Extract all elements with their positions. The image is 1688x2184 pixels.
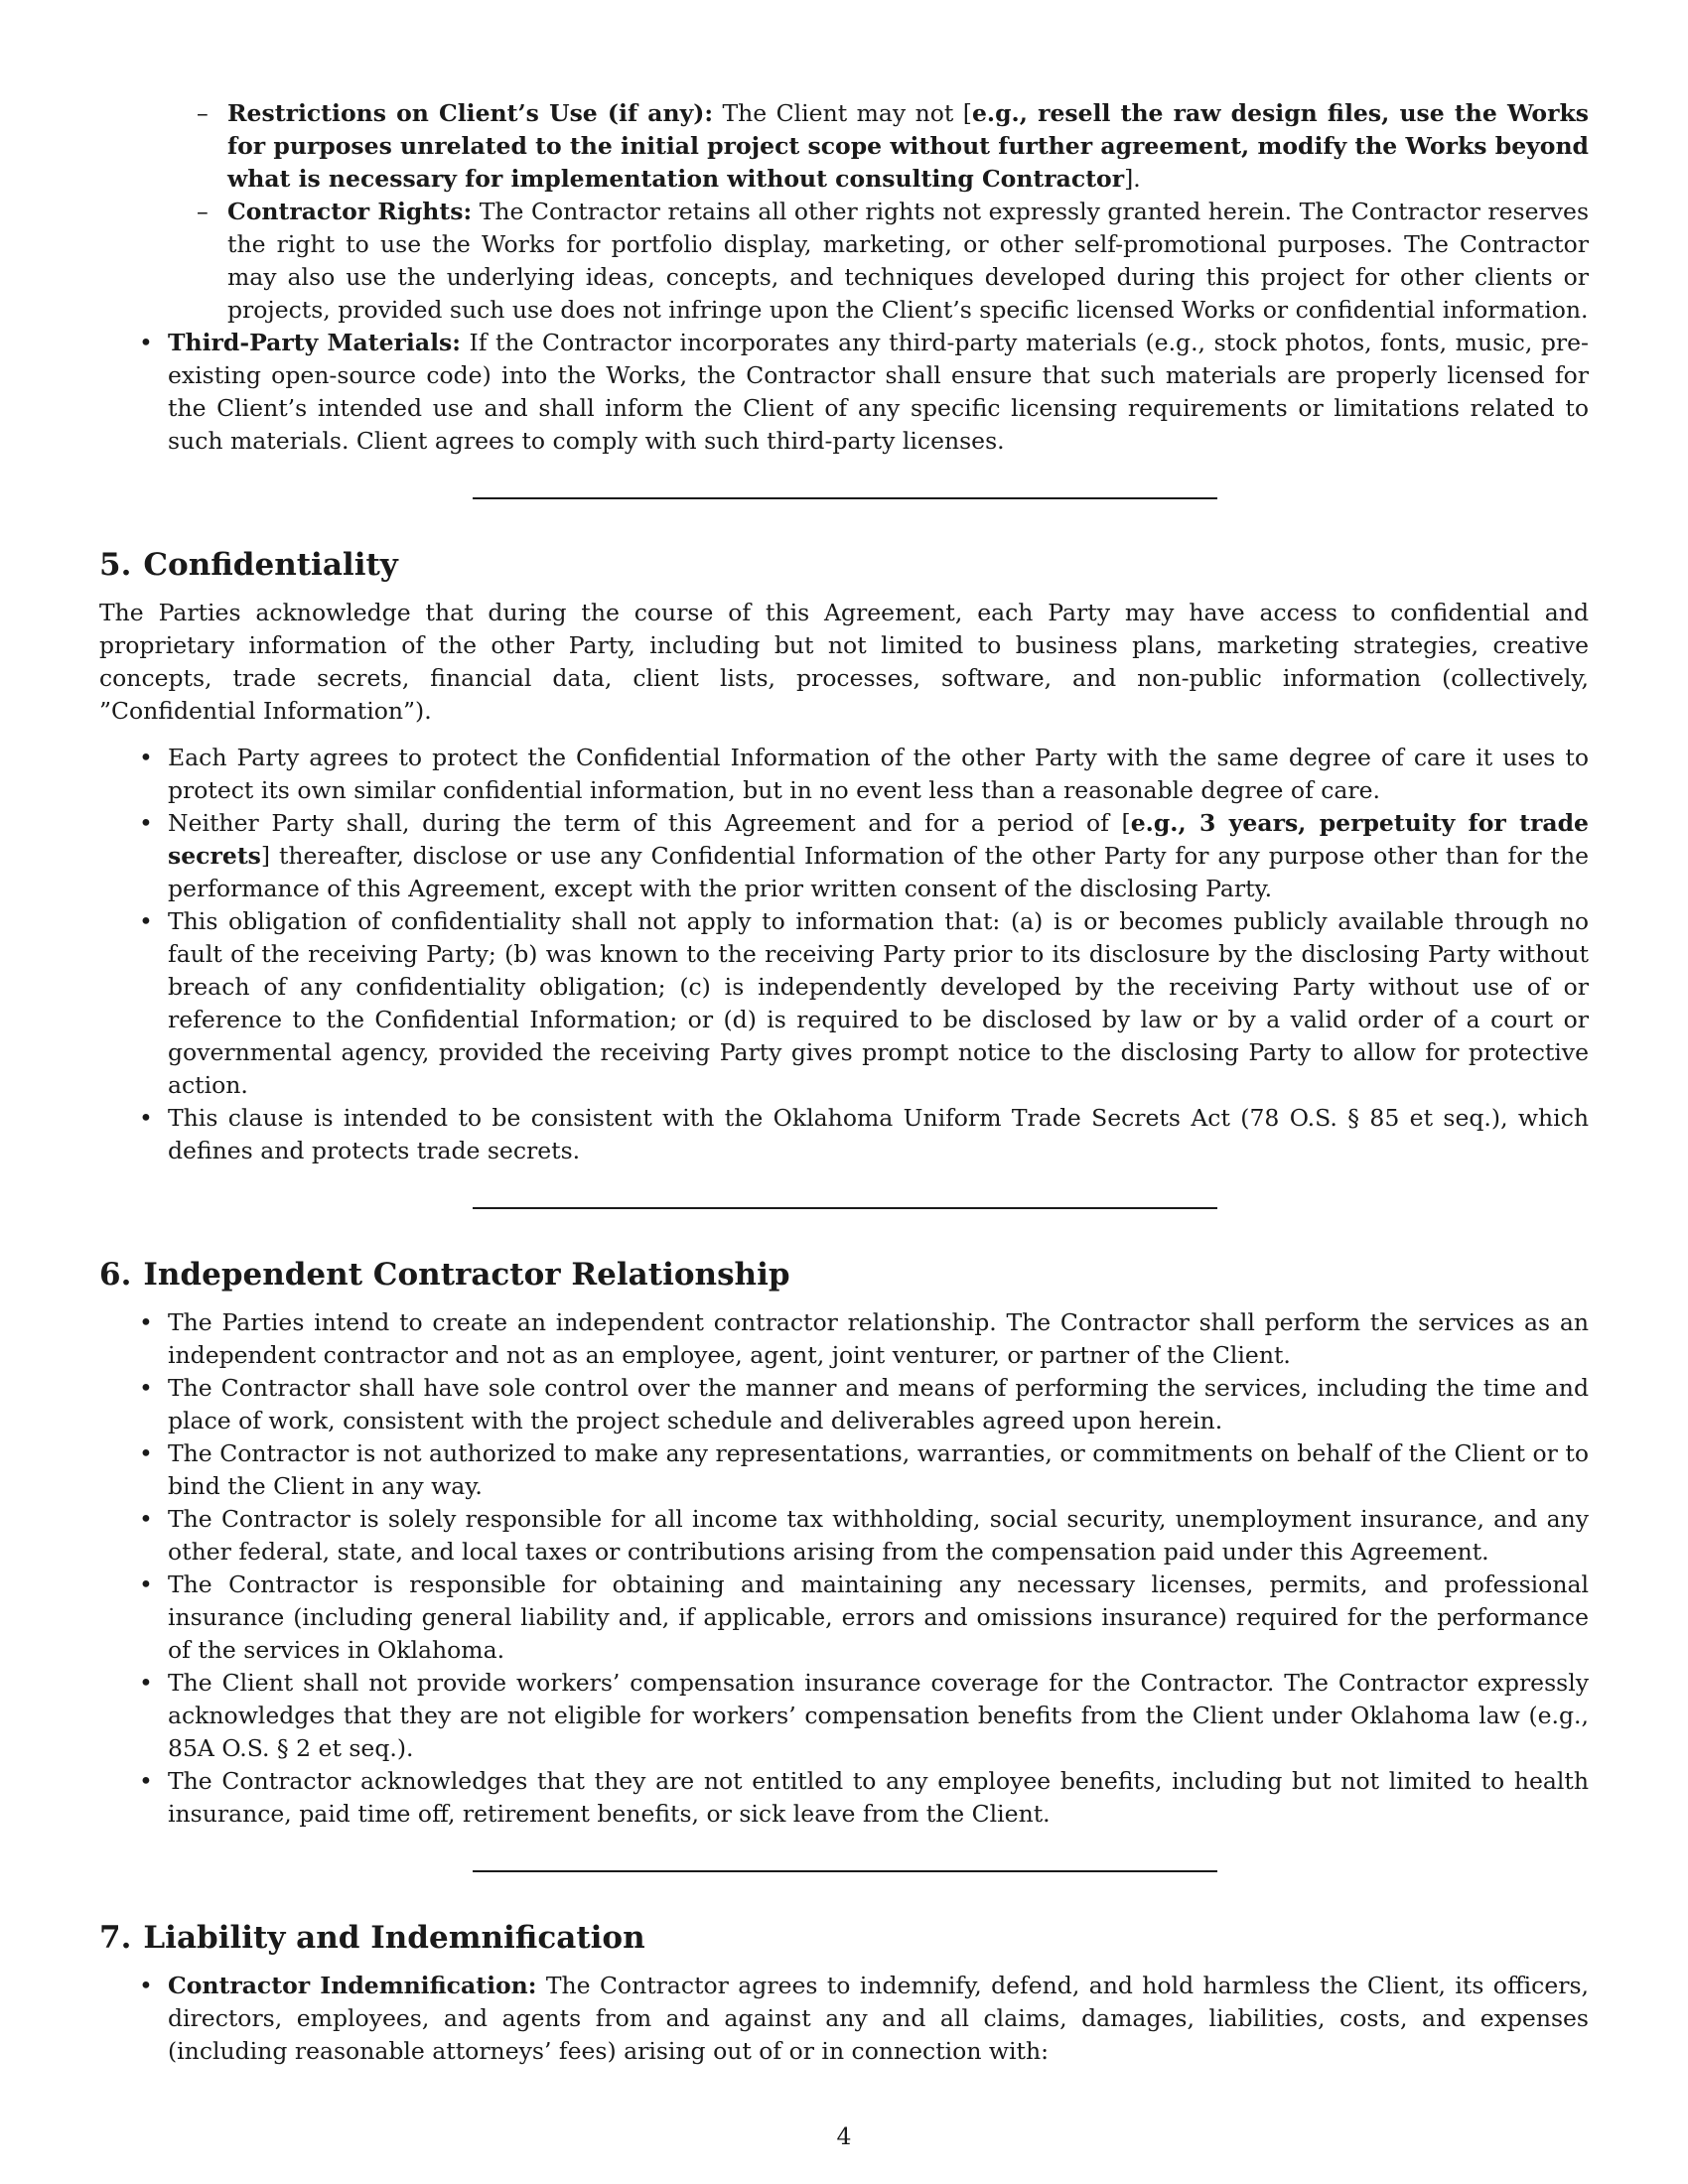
section-title: Confidentiality [143,547,398,583]
section-heading-liability [99,1918,1589,1958]
placeholder-text: e.g., 3 years, perpetuity for trade secrets [168,809,1589,870]
list-item [99,807,1589,905]
section-title: Independent Contractor Relationship [143,1257,790,1293]
placeholder-text: e.g., resell the raw design files, use the Works for purposes unrelated to the initial project scope without further agreement, modify the Works beyond what is necessary for implementation without consulting Contractor [227,99,1589,193]
list-item: • The Parties intend to create an independent contractor relationship. The Contractor shall perform the services as an independent contractor and not as an employee, agent, joint venturer, or partner of the Client. [99,1306,1589,1372]
liability-list [99,1970,1589,2068]
confidentiality-list [99,742,1589,1167]
section-divider [473,1207,1217,1209]
item-text: The Contractor agrees to indemnify, defend, and hold harmless the Client, its officers, directors, employees, and agents from and against any and all claims, damages, liabilities, costs, and expenses (including reasonable attorneys’ fees) arising out of or in connection with: [168,1972,1589,2065]
item-text: If the Contractor incorporates any third-party materials (e.g., stock photos, fonts, music, pre-existing open-source code) into the Works, the Contractor shall ensure that such materials are properly licensed for the Client’s intended use and shall inform the Client of any specific licensing requirements or limitations related to such materials. Client agrees to comply with such third-party licenses. [168,329,1589,455]
list-item: • The Contractor is not authorized to make any representations, warranties, or commitments on behalf of the Client or to bind the Client in any way. [99,1437,1589,1503]
list-item [99,1970,1589,2068]
item-label: Contractor Rights: [227,198,473,225]
list-item [159,196,1589,327]
list-item: • This obligation of confidentiality shall not apply to information that: (a) is or becomes publicly available through no fault of the receiving Party; (b) was known to the receiving Party prior to its disclosure by the disclosing Party without breach of any confidentiality obligation; (c) is independently developed by the receiving Party without use of or reference to the Confidential Information; or (d) is required to be disclosed by law or by a valid order of a court or governmental agency, provided the receiving Party gives prompt notice to the disclosing Party to allow for protective action. [99,905,1589,1102]
item-text: ]. [1124,165,1141,193]
license-sub-list [159,97,1589,327]
list-item [159,97,1589,196]
item-text: Neither Party shall, during the term of this Agreement and for a period of [ [168,809,1131,837]
page-number: 4 [836,2122,852,2150]
item-label: Contractor Indemnification: [168,1972,537,1999]
section-intro: The Parties acknowledge that during the course of this Agreement, each Party may have access to confidential and proprietary information of the other Party, including but not limited to business plans, marketing strategies, creative concepts, trade secrets, financial data, client lists, processes, software, and non-public information (collectively, ”Confidential Information”). [99,599,1589,725]
third-party-list [99,327,1589,458]
list-item: • The Client shall not provide workers’ compensation insurance coverage for the Contractor. The Contractor expressly acknowledges that they are not eligible for workers’ compensation benefits from the Client under Oklahoma law (e.g., 85A O.S. § 2 et seq.). [99,1667,1589,1765]
section-title: Liability and Indemnification [143,1920,645,1956]
section-number: 6. [99,1257,132,1293]
list-item: • The Contractor is solely responsible for all income tax withholding, social security, unemployment insurance, and any other federal, state, and local taxes or contributions arising from the compensation paid under this Agreement. [99,1503,1589,1569]
section-divider [473,497,1217,499]
page-content [99,97,1589,2068]
section-heading-confidentiality [99,545,1589,585]
item-label: Third-Party Materials: [168,329,461,356]
independent-contractor-list [99,1306,1589,1831]
list-item: • The Contractor is responsible for obtaining and maintaining any necessary licenses, permits, and professional insurance (including general liability and, if applicable, errors and omissions insurance) required for the performance of the services in Oklahoma. [99,1569,1589,1667]
list-item: • The Contractor shall have sole control over the manner and means of performing the services, including the time and place of work, consistent with the project schedule and deliverables agreed upon herein. [99,1372,1589,1437]
item-text: The Contractor retains all other rights not expressly granted herein. The Contractor reserves the right to use the Works for portfolio display, marketing, or other self-promotional purposes. The Contractor may also use the underlying ideas, concepts, and techniques developed during this project for other clients or projects, provided such use does not infringe upon the Client’s specific licensed Works or confidential information. [227,198,1589,324]
item-text: ] thereafter, disclose or use any Confidential Information of the other Party for any purpose other than for the performance of this Agreement, except with the prior written consent of the disclosing Party. [168,842,1589,902]
section-number: 7. [99,1920,132,1956]
list-item: • The Contractor acknowledges that they are not entitled to any employee benefits, including but not limited to health insurance, paid time off, retirement benefits, or sick leave from the Client. [99,1765,1589,1831]
section-number: 5. [99,547,132,583]
list-item: • Each Party agrees to protect the Confidential Information of the other Party with the same degree of care it uses to protect its own similar confidential information, but in no event less than a reasonable degree of care. [99,742,1589,807]
item-label: Restrictions on Client’s Use (if any): [227,99,714,127]
list-item: • This clause is intended to be consistent with the Oklahoma Uniform Trade Secrets Act (78 O.S. § 85 et seq.), which defines and protects trade secrets. [99,1102,1589,1167]
item-text: The Client may not [ [713,99,972,127]
section-divider [473,1870,1217,1872]
list-item [99,327,1589,458]
section-heading-independent-contractor [99,1255,1589,1295]
